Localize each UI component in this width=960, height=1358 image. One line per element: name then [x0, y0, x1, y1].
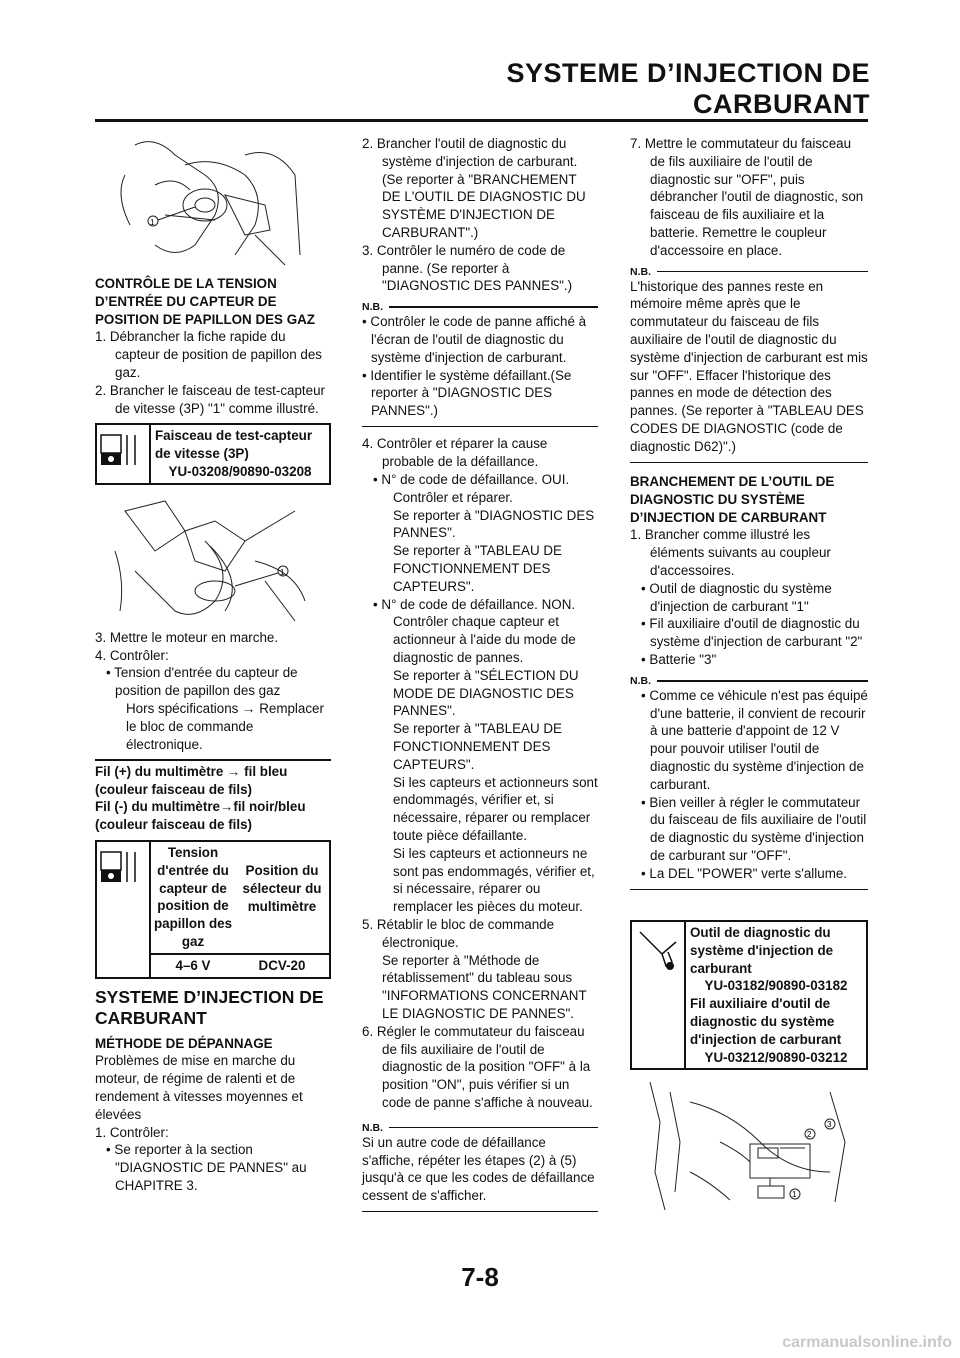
- note-label: N.B.: [630, 674, 651, 687]
- step: 4. Contrôler et réparer la cause probable de la défaillance.: [362, 436, 548, 470]
- note-block: [362, 1122, 598, 1213]
- bullet-text: Tension d'entrée du capteur de position de papillon des gaz: [114, 665, 298, 699]
- heading-line: BRANCHEMENT DE L’OUTIL DE: [630, 474, 835, 490]
- heading-line: POSITION DE PAPILLON DES GAZ: [95, 311, 315, 327]
- tool-box: [95, 423, 331, 484]
- bullet-text: N° de code de défaillance. OUI.: [381, 472, 570, 488]
- tool-name: Outil de diagnostic du système d'injection de carburant: [690, 925, 834, 976]
- header-rule: [95, 119, 868, 122]
- step: 6. Régler le commutateur du faisceau de fils auxiliaire de l'outil de diagnostic de la position "OFF" à la position "ON", puis vérifier si un code de panne s'affiche à nouveau.: [362, 1023, 593, 1110]
- bullet-text: Outil de diagnostic du système d'injection de carburant "1": [649, 580, 832, 614]
- watermark: carmanualsonline.info: [782, 1334, 952, 1351]
- figure-callout: 1: [280, 567, 285, 577]
- note-text: Identifier le système défaillant.(Se reporter à "DIAGNOSTIC DES PANNES".): [370, 367, 572, 419]
- step: 2. Brancher l'outil de diagnostic du système d'injection de carburant. (Se reporter à "BRANCHEMENT DE L'OUTIL DE DIAGNOSTIC DU SYSTÈME D'INJECTION DE CARBURANT".): [362, 136, 586, 240]
- heading-line: DIAGNOSTIC DU SYSTÈME: [630, 491, 805, 507]
- note-heading: [630, 675, 868, 687]
- note-text: Si un autre code de défaillance s'affiche, répéter les étapes (2) à (5) jusqu'à ce que les codes de défaillance cessent de s'afficher.: [362, 1134, 595, 1204]
- note-bullet: • Bien veiller à régler le commutateur du faisceau de fils auxiliaire de l'outil de diagnostic du système d'injection de carburant sur "OFF".: [641, 794, 867, 863]
- heading-line: D’ENTRÉE DU CAPTEUR DE: [95, 293, 277, 309]
- column-3: [630, 135, 868, 1210]
- figure-callout: 2: [807, 1130, 812, 1140]
- wire-line: (couleur faisceau de fils): [95, 781, 253, 797]
- column-1: [95, 135, 331, 1195]
- note-label: N.B.: [362, 301, 383, 314]
- bullet-sub: Hors spécifications → Remplacer le bloc de commande électronique.: [126, 700, 324, 752]
- figure-callout: 3: [827, 1120, 832, 1130]
- note-heading: [630, 266, 868, 278]
- bullet-sub: Si les capteurs et actionneurs ne sont pas endommagés, vérifier et, si nécessaire, réparer ou remplacer les pièces du moteur.: [393, 845, 595, 915]
- bullet-sub: Se reporter à "TABLEAU DE FONCTIONNEMENT DES CAPTEURS".: [393, 721, 562, 772]
- tool-code: YU-03208/90890-03208: [168, 463, 312, 479]
- step: 5. Rétablir le bloc de commande électronique.: [362, 916, 555, 950]
- step: 1. Brancher comme illustré les éléments suivants au coupleur d'accessoires.: [630, 527, 831, 579]
- bullet-item: • Fil auxiliaire d'outil de diagnostic du système d'injection de carburant "2": [641, 616, 863, 650]
- page-title: SYSTEME D’INJECTION DE CARBURANT: [506, 58, 870, 119]
- bullet-text: Se reporter à la section "DIAGNOSTIC DE PANNES" au CHAPITRE 3.: [114, 1142, 307, 1193]
- spec-value-voltage: 4–6 V: [175, 957, 211, 973]
- note-end-rule: [630, 889, 868, 891]
- bullet-item: • N° de code de défaillance. OUI.: [373, 472, 570, 488]
- tool-code: YU-03212/90890-03212: [704, 1049, 848, 1065]
- method-text: Problèmes de mise en marche du moteur, de régime de ralenti et de rendement à vitesses moyennes et élevées: [95, 1053, 303, 1122]
- bullet-text: N° de code de défaillance. NON.: [381, 596, 576, 612]
- bullet-item: • Batterie "3": [641, 652, 717, 668]
- note-block: [362, 301, 598, 427]
- step: 3. Contrôler le numéro de code de panne. (Se reporter à "DIAGNOSTIC DES PANNES".): [362, 242, 573, 294]
- note-bullet: • La DEL "POWER" verte s'allume.: [641, 865, 848, 881]
- spec-icon: [97, 842, 151, 977]
- note-text: L'historique des pannes reste en mémoire même après que le commutateur du faisceau de fils auxiliaire de l'outil de diagnostic du système d'injection de carburant est mis sur "OFF". Effacer l'historique des pannes en mode de détection des pannes. (Se reporter à "TABLEAU DES CODES DE DIAGNOSTIC (code de diagnostic D62)".): [630, 278, 868, 454]
- note-label: N.B.: [630, 265, 651, 278]
- chapter-heading: SYSTEME D’INJECTION DE CARBURANT: [95, 986, 324, 1028]
- tool-code: YU-03182/90890-03182: [704, 978, 848, 994]
- bullet-sub: Contrôler chaque capteur et actionneur à l'aide du mode de diagnostic de pannes.: [393, 614, 576, 666]
- step: 4. Contrôler:: [95, 647, 169, 663]
- heading-line: D’INJECTION DE CARBURANT: [630, 509, 827, 525]
- note-text: La DEL "POWER" verte s'allume.: [649, 865, 848, 881]
- step: 1. Débrancher la fiche rapide du capteur de position de papillon des gaz.: [95, 329, 322, 380]
- harness-illustration: [95, 491, 331, 629]
- step: 2. Brancher le faisceau de test-capteur de vitesse (3P) "1" comme illustré.: [95, 382, 326, 416]
- bullet-sub: Se reporter à "SÉLECTION DU MODE DE DIAGNOSTIC DES PANNES".: [393, 667, 579, 719]
- heading-line: CONTRÔLE DE LA TENSION: [95, 276, 277, 291]
- spec-header-voltage: Tension d'entrée du capteur de position de papillon des gaz: [153, 845, 233, 950]
- note-end-rule: [362, 426, 598, 428]
- note-end-rule: [362, 1211, 598, 1213]
- bullet-item: • Tension d'entrée du capteur de position de papillon des gaz: [106, 665, 298, 699]
- note-heading: [362, 301, 598, 313]
- page-number: 7-8: [461, 1262, 499, 1292]
- figure-callout: 1: [150, 218, 155, 227]
- section-heading: [95, 275, 331, 328]
- wire-line: Fil (+) du multimètre → fil bleu: [95, 763, 288, 779]
- spec-value-selector: DCV-20: [258, 957, 306, 973]
- tool-text: [151, 425, 329, 482]
- bullet-item: • Outil de diagnostic du système d'injection de carburant "1": [641, 580, 832, 614]
- method-heading: MÉTHODE DE DÉPANNAGE: [95, 1035, 273, 1051]
- step: 3. Mettre le moteur en marche.: [95, 629, 279, 645]
- tool-text: [686, 922, 866, 1068]
- note-heading: [362, 1122, 598, 1134]
- note-bullet: • Contrôler le code de panne affiché à l'écran de l'outil de diagnostic du système d'injection de carburant.: [362, 314, 587, 365]
- step-sub: Se reporter à "Méthode de rétablissement" du tableau sous "INFORMATIONS CONCERNANT LE DIAGNOSTIC DE PANNES".: [382, 952, 587, 1021]
- note-text: Comme ce véhicule n'est pas équipé d'une batterie, il convient de recourir à une batterie d'appoint de 12 V pour pouvoir utiliser l'outil de diagnostic du système d'injection de carburant.: [649, 687, 868, 792]
- note-block: [630, 675, 868, 890]
- bullet-text: Fil auxiliaire d'outil de diagnostic du système d'injection de carburant "2": [649, 616, 863, 650]
- wire-line: (couleur faisceau de fils): [95, 817, 253, 833]
- note-bullet: • Identifier le système défaillant.(Se reporter à "DIAGNOSTIC DES PANNES".): [362, 367, 572, 419]
- step: 7. Mettre le commutateur du faisceau de fils auxiliaire de l'outil de diagnostic sur "OFF", puis débrancher l'outil de diagnostic, son faisceau de fils auxiliaire et la batterie. Remettre le coupleur d'accessoire en place.: [630, 136, 864, 258]
- section-heading: [630, 473, 868, 526]
- tool-box: [630, 920, 868, 1070]
- bullet-sub: Se reporter à "TABLEAU DE FONCTIONNEMENT DES CAPTEURS".: [393, 543, 562, 594]
- note-block: [630, 266, 868, 463]
- figure-callout: 1: [792, 1190, 797, 1200]
- bullet-item: • Se reporter à la section "DIAGNOSTIC DE PANNES" au CHAPITRE 3.: [106, 1142, 307, 1193]
- spec-table: [95, 840, 331, 979]
- diagnostic-tool-icon: [632, 922, 686, 1068]
- bullet-sub: Si les capteurs et actionneurs sont endommagés, vérifier et, si nécessaire, réparer ou remplacer toute pièce défaillante.: [393, 774, 598, 843]
- bullet-text: Batterie "3": [649, 652, 717, 668]
- diagnostic-connection-illustration: [630, 1082, 868, 1210]
- tool-name: Faisceau de test-capteur: [155, 428, 313, 444]
- throttle-sensor-figure: [95, 135, 331, 275]
- spec-header-selector: Position du sélecteur du multimètre: [242, 863, 322, 914]
- tool-icon: [97, 425, 151, 482]
- tool-name: de vitesse (3P): [155, 446, 249, 462]
- note-label: N.B.: [362, 1121, 383, 1134]
- note-bullet: • Comme ce véhicule n'est pas équipé d'une batterie, il convient de recourir à une batterie d'appoint de 12 V pour pouvoir utiliser l'outil de diagnostic du système d'injection de carburant.: [641, 687, 868, 792]
- throttle-sensor-illustration: [95, 135, 331, 275]
- wire-line: Fil (-) du multimètre→fil noir/bleu: [95, 799, 306, 815]
- note-end-rule: [630, 462, 868, 464]
- bullet-sub: Contrôler et réparer.: [393, 489, 513, 505]
- wire-instructions: [95, 761, 331, 836]
- harness-figure: [95, 491, 331, 629]
- column-2: [362, 135, 598, 1212]
- bullet-sub: Se reporter à "DIAGNOSTIC DES PANNES".: [393, 507, 595, 541]
- tool-name: Fil auxiliaire d'outil de diagnostic du système d'injection de carburant: [690, 996, 842, 1047]
- bullet-item: • N° de code de défaillance. NON.: [373, 596, 576, 612]
- note-text: Bien veiller à régler le commutateur du faisceau de fils auxiliaire de l'outil de diagnostic du système d'injection de carburant sur "OFF".: [649, 794, 867, 863]
- diagnostic-connection-figure: [630, 1082, 868, 1210]
- note-text: Contrôler le code de panne affiché à l'écran de l'outil de diagnostic du système d'injection de carburant.: [370, 314, 587, 365]
- step: 1. Contrôler:: [95, 1124, 169, 1140]
